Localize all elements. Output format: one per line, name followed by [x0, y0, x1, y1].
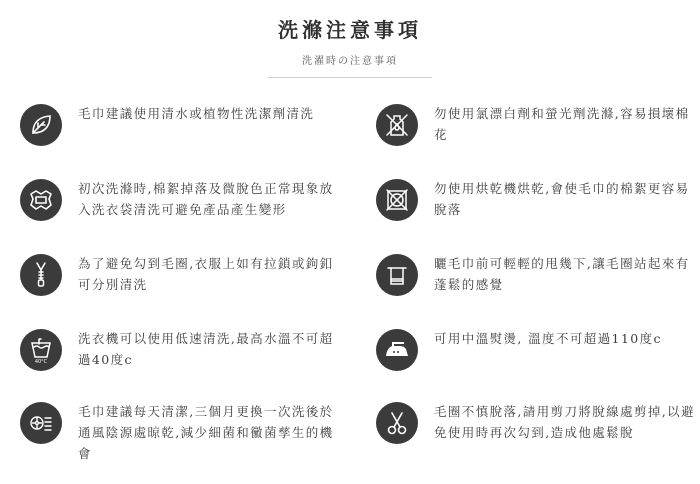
care-item-no-dryer: [376, 179, 696, 239]
no-bleach-icon: [376, 104, 418, 146]
iron-icon: [376, 329, 418, 371]
care-item-daily-clean: [20, 402, 340, 462]
page-title: 洗滌注意事項: [278, 18, 422, 42]
care-text: 勿使用烘乾機烘乾,會使毛巾的棉絮更容易脫落: [434, 181, 690, 217]
care-item-first-wash: [20, 179, 340, 239]
care-text: 毛巾建議每天清潔,三個月更換一次洗後於通風陰源處晾乾,減少細菌和黴菌孳生的機會: [78, 404, 334, 461]
care-item-iron: [376, 329, 696, 389]
care-text: 可用中溫熨燙, 溫度不可超過110度c: [434, 331, 662, 346]
care-text: 洗衣機可以使用低速清洗,最高水溫不可超過40度c: [78, 331, 334, 367]
care-item-plant-detergent: [20, 104, 340, 164]
care-text: 為了避免勾到毛圈,衣服上如有拉鎖或鉤釦可分別清洗: [78, 256, 334, 292]
wash-tub-40c-icon: [20, 329, 62, 371]
care-text: 曬毛巾前可輕輕的甩幾下,讓毛圈站起來有蓬鬆的感覺: [434, 256, 690, 292]
care-item-zipper: [20, 254, 340, 314]
zipper-icon: [20, 254, 62, 296]
care-text: 勿使用氯漂白劑和螢光劑洗滌,容易損壞棉花: [434, 106, 690, 142]
towel-icon: [20, 179, 62, 221]
care-text: 毛圈不慎脫落,請用剪刀將脫線處剪掉,以避免使用時再次勾到,造成他處鬆脫: [434, 404, 695, 440]
title-divider: [268, 77, 432, 78]
care-text: 初次洗滌時,棉絮掉落及微脫色正常現象放入洗衣袋清洗可避免產品產生變形: [78, 181, 334, 217]
page-subtitle: 洗濯時の注意事項: [302, 56, 398, 67]
leaf-icon: [20, 104, 62, 146]
care-item-scissors: [376, 402, 696, 462]
care-item-machine-wash: [20, 329, 340, 389]
fan-sun-icon: [20, 402, 62, 444]
care-item-no-bleach: [376, 104, 696, 164]
no-tumble-dry-icon: [376, 179, 418, 221]
svg-text:40°C: 40°C: [34, 359, 48, 365]
care-item-shake-towel: [376, 254, 696, 314]
scissors-icon: [376, 402, 418, 444]
hanging-towel-icon: [376, 254, 418, 296]
care-text: 毛巾建議使用清水或植物性洗潔劑清洗: [78, 106, 315, 121]
